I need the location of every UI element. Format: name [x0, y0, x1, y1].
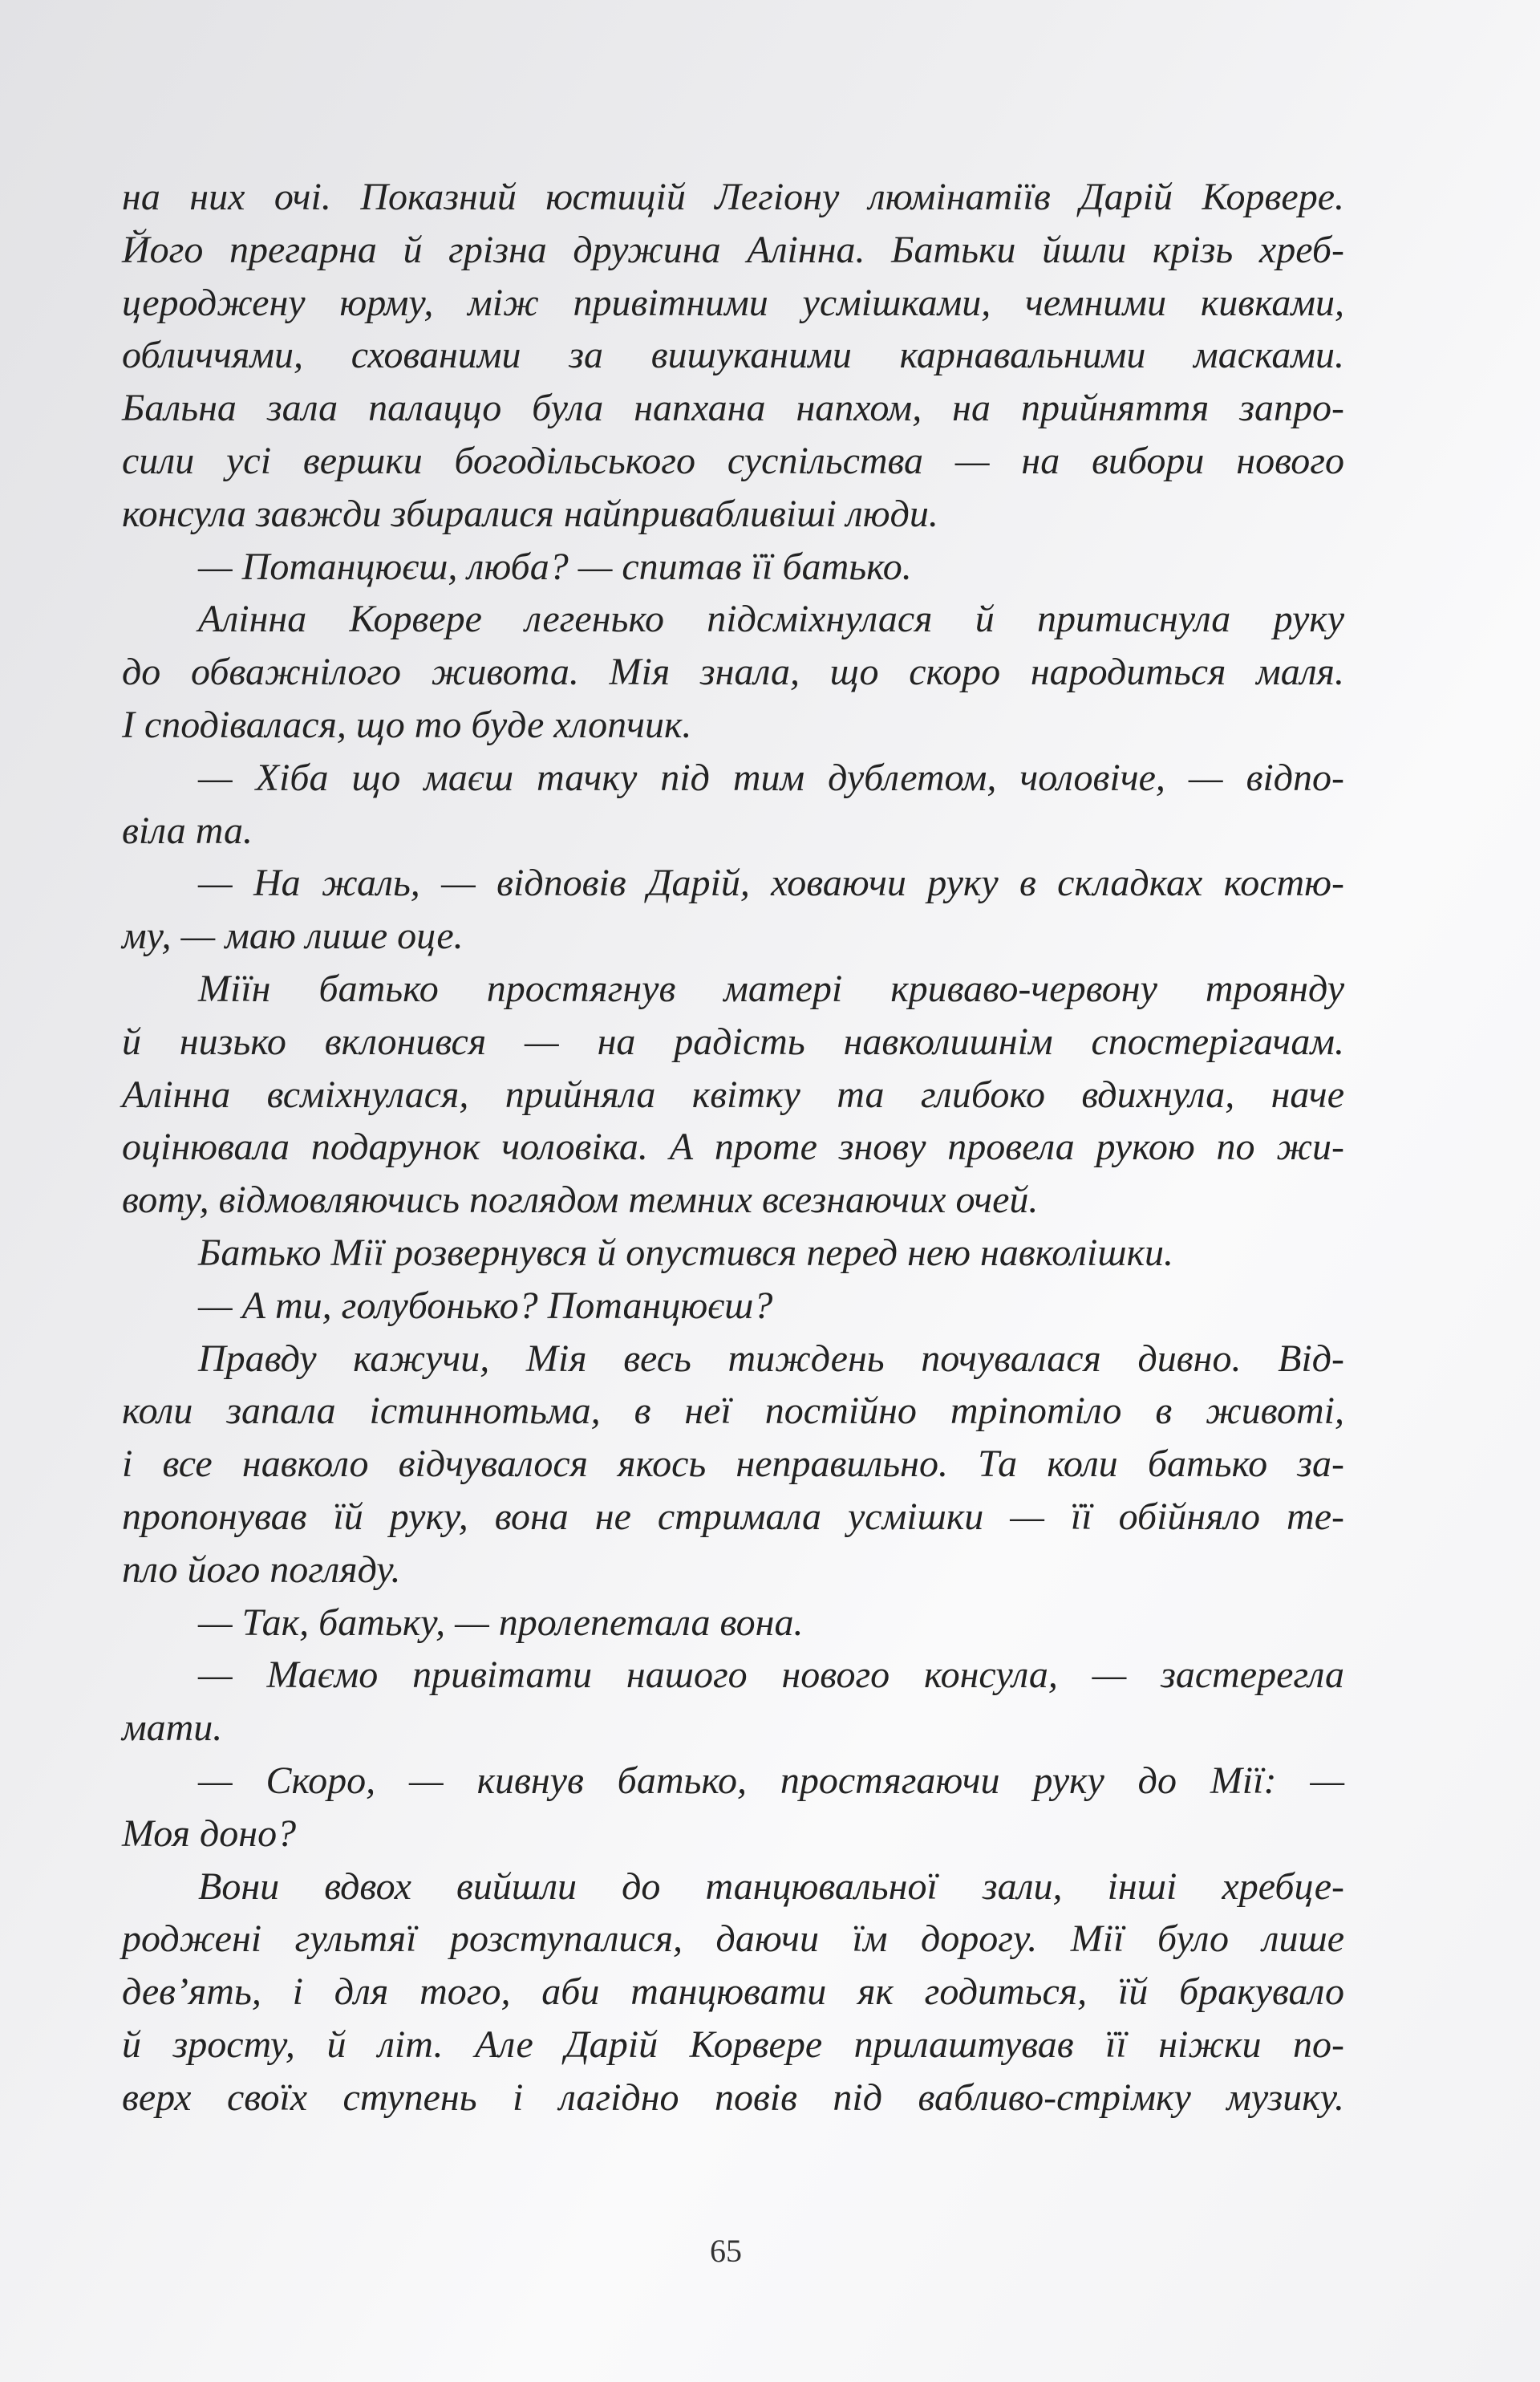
- text-line: — Потанцюєш, люба? — спитав її батько.: [198, 545, 912, 588]
- text-line: до обважнілого живота. Мія знала, що скоро народиться маля.: [122, 651, 1344, 694]
- text-line: роджені гультяї розступалися, даючи їм дорогу. Мії було лише: [122, 1917, 1344, 1961]
- page-number: 65: [710, 2233, 742, 2269]
- text-line: Бальна зала палаццо була напхана напхом, на прийняття запро-: [122, 387, 1344, 430]
- text-line: І сподівалася, що то буде хлопчик.: [122, 703, 692, 746]
- text-line: й низько вклонився — на радість навколишнім спостерігачам.: [122, 1020, 1344, 1063]
- text-line: дев’ять, і для того, аби танцювати як годиться, їй бракувало: [122, 1970, 1344, 2014]
- text-line: — Маємо привітати нашого нового консула, — застерегла: [198, 1654, 1344, 1697]
- text-line: верх своїх ступень і лагідно повів під вабливо-стрімку музику.: [122, 2076, 1344, 2119]
- text-line: мати.: [122, 1706, 223, 1750]
- text-line: консула завжди збиралися найпривабливіші люди.: [122, 492, 938, 535]
- text-line: обличчями, схованими за вишуканими карнавальними масками.: [122, 334, 1344, 377]
- text-line: на них очі. Показний юстицій Легіону люмінатіїв Дарій Корвере.: [122, 176, 1344, 218]
- text-line: цероджену юрму, між привітними усмішками, чемними кивками,: [122, 281, 1344, 324]
- text-line: — Хіба що маєш тачку під тим дублетом, чоловіче, — відпо-: [198, 756, 1344, 799]
- text-line: Вони вдвох вийшли до танцювальної зали, інші хребце-: [198, 1865, 1344, 1908]
- text-line: Батько Мії розвернувся й опустився перед нею навколішки.: [198, 1231, 1174, 1274]
- text-line: коли запала істиннотьма, в неї постійно тріпотіло в животі,: [122, 1390, 1344, 1433]
- text-line: Правду кажучи, Мія весь тиждень почувалася дивно. Від-: [198, 1337, 1344, 1380]
- text-line: му, — маю лише оце.: [122, 915, 464, 958]
- text-line: Моя доно?: [122, 1812, 297, 1855]
- text-line: сили усі вершки богодільського суспільства — на вибори нового: [122, 439, 1344, 482]
- text-line: віла та.: [122, 809, 253, 852]
- text-line: — Так, батьку, — пролепетала вона.: [198, 1601, 804, 1644]
- text-line: — А ти, голубонько? Потанцюєш?: [198, 1284, 773, 1327]
- text-line: Міїн батько простягнув матері криваво-червону троянду: [198, 967, 1344, 1010]
- text-line: і все навколо відчувалося якось неправильно. Та коли батько за-: [122, 1443, 1344, 1486]
- text-line: й зросту, й літ. Але Дарій Корвере прилаштував її ніжки по-: [122, 2023, 1344, 2066]
- text-line: оцінювала подарунок чоловіка. А проте знову провела рукою по жи-: [122, 1126, 1344, 1169]
- text-line: Алінна всміхнулася, прийняла квітку та глибоко вдихнула, наче: [122, 1073, 1344, 1116]
- text-line: пропонував їй руку, вона не стримала усмішки — її обійняло те-: [122, 1495, 1344, 1538]
- text-line: — На жаль, — відповів Дарій, ховаючи руку в складках костю-: [198, 862, 1344, 905]
- body-text: [122, 171, 1344, 2124]
- text-line: Його прегарна й грізна дружина Алінна. Батьки йшли крізь хреб-: [122, 228, 1344, 271]
- text-line: — Скоро, — кивнув батько, простягаючи руку до Мії: —: [198, 1759, 1344, 1802]
- text-line: воту, відмовляючись поглядом темних всезнаючих очей.: [122, 1179, 1039, 1222]
- text-line: пло його погляду.: [122, 1548, 401, 1591]
- text-line: Алінна Корвере легенько підсміхнулася й притиснула руку: [198, 598, 1344, 641]
